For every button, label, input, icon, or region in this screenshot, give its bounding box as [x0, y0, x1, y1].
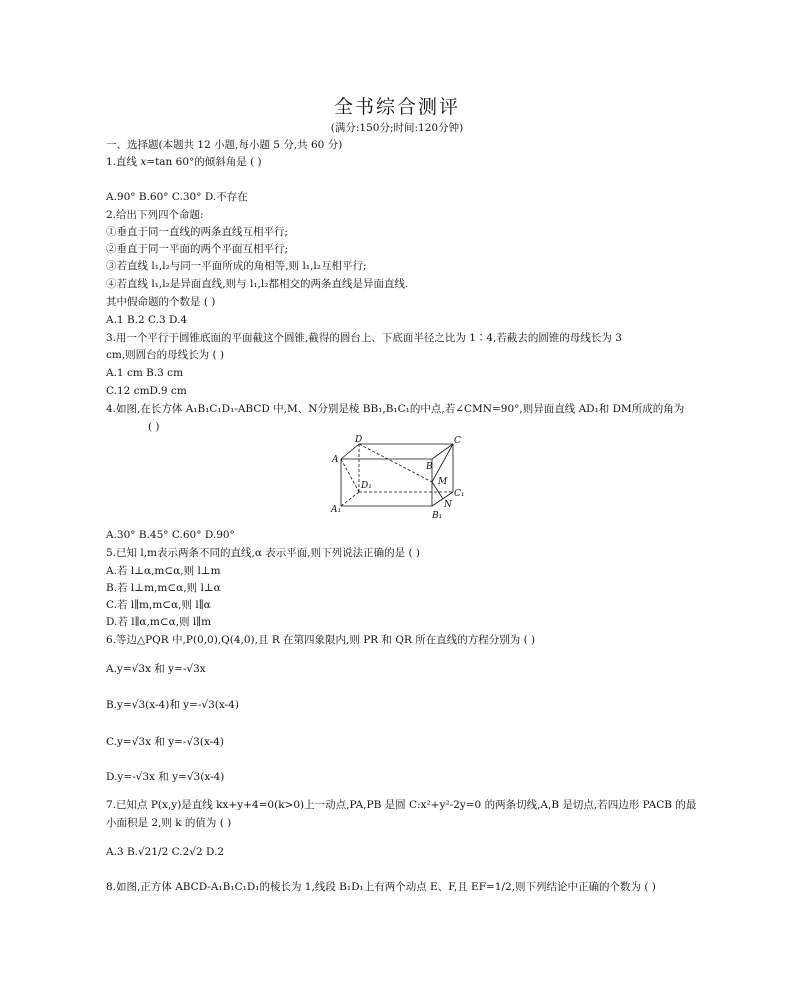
figure-label-c1: C₁: [454, 489, 465, 499]
figure-label-d1: D₁: [361, 481, 372, 491]
question-7-line-1: 7.已知点 P(x,y)是直线 kx+y+4=0(k>0)上一动点,PA,PB 是圆 C:x²+y²-2y=0 的两条切线,A,B 是切点,若四边形 PACB 的最: [106, 799, 697, 811]
question-3-line-1: 3.用一个平行于圆锥底面的平面截这个圆锥,截得的圆台上、下底面半径之比为 1∶4,若截去的圆锥的母线长为 3: [106, 332, 622, 344]
figure-label-d: D: [355, 435, 363, 445]
figure-label-a1: A₁: [331, 505, 342, 515]
question-3-line-2: cm,则圆台的母线长为 ( ): [106, 349, 225, 361]
question-6-option-b: B.y=√3(x-4)和 y=-√3(x-4): [106, 699, 239, 711]
figure-label-b1: B₁: [432, 511, 443, 521]
question-6-option-a: A.y=√3x 和 y=-√3x: [106, 663, 206, 675]
section-heading: 一、选择题(本题共 12 小题,每小题 5 分,共 60 分): [106, 139, 343, 151]
page-subtitle: (满分:150分;时间:120分钟): [330, 122, 464, 134]
question-7-line-2: 小面积是 2,则 k 的值为 ( ): [106, 817, 232, 829]
question-3-options-1: A.1 cm B.3 cm: [106, 367, 184, 379]
question-8-line-1: 8.如图,正方体 ABCD-A₁B₁C₁D₁的棱长为 1,线段 B₁D₁上有两个动点 E、F,且 EF=1/2,则下列结论中正确的个数为 ( ): [106, 881, 656, 893]
cuboid-figure: [325, 434, 470, 526]
question-2-stem: 2.给出下列四个命题:: [106, 209, 204, 221]
question-2-ask: 其中假命题的个数是 ( ): [106, 296, 216, 308]
question-1-stem: 1.直线 x=tan 60°的倾斜角是 ( ): [106, 156, 262, 168]
question-5-option-b: B.若 l⊥m,m⊂α,则 l⊥α: [106, 582, 221, 594]
question-2-proposition-4: ④若直线 l₁,l₂是异面直线,则与 l₁,l₂都相交的两条直线是异面直线.: [106, 278, 409, 290]
figure-label-b: B: [426, 462, 433, 472]
question-5-option-a: A.若 l⊥α,m⊂α,则 l⊥m: [106, 565, 221, 577]
question-6-stem: 6.等边△PQR 中,P(0,0),Q(4,0),且 R 在第四象限内,则 PR 和 QR 所在直线的方程分别为 ( ): [106, 634, 536, 646]
question-4-options: A.30° B.45° C.60° D.90°: [106, 529, 235, 541]
question-2-proposition-3: ③若直线 l₁,l₂与同一平面所成的角相等,则 l₁,l₂互相平行;: [106, 260, 367, 272]
question-4-line-2: ( ): [148, 421, 160, 433]
figure-label-m: M: [438, 477, 448, 487]
question-4-line-1: 4.如图,在长方体 A₁B₁C₁D₁-ABCD 中,M、N分别是棱 BB₁,B₁C₁的中点,若∠CMN=90°,则异面直线 AD₁和 DM所成的角为: [106, 403, 685, 415]
question-5-stem: 5.已知 l,m表示两条不同的直线,α 表示平面,则下列说法正确的是 ( ): [106, 547, 420, 559]
figure-label-c: C: [454, 436, 461, 446]
question-6-option-d: D.y=-√3x 和 y=√3(x-4): [106, 771, 225, 783]
question-7-options: A.3 B.√21/2 C.2√2 D.2: [106, 846, 225, 858]
figure-label-a: A: [332, 455, 339, 465]
question-2-proposition-2: ②垂直于同一平面的两个平面互相平行;: [106, 243, 289, 255]
question-5-option-d: D.若 l∥α,m⊂α,则 l∥m: [106, 616, 212, 628]
question-2-options: A.1 B.2 C.3 D.4: [106, 314, 188, 326]
question-2-proposition-1: ①垂直于同一直线的两条直线互相平行;: [106, 226, 289, 238]
question-5-option-c: C.若 l∥m,m⊂α,则 l∥α: [106, 599, 211, 611]
figure-label-n: N: [444, 500, 452, 510]
page-title: 全书综合测评: [333, 96, 460, 118]
question-6-option-c: C.y=√3x 和 y=-√3(x-4): [106, 736, 225, 748]
question-3-options-2: C.12 cmD.9 cm: [106, 385, 187, 397]
question-1-options: A.90° B.60° C.30° D.不存在: [106, 191, 248, 203]
